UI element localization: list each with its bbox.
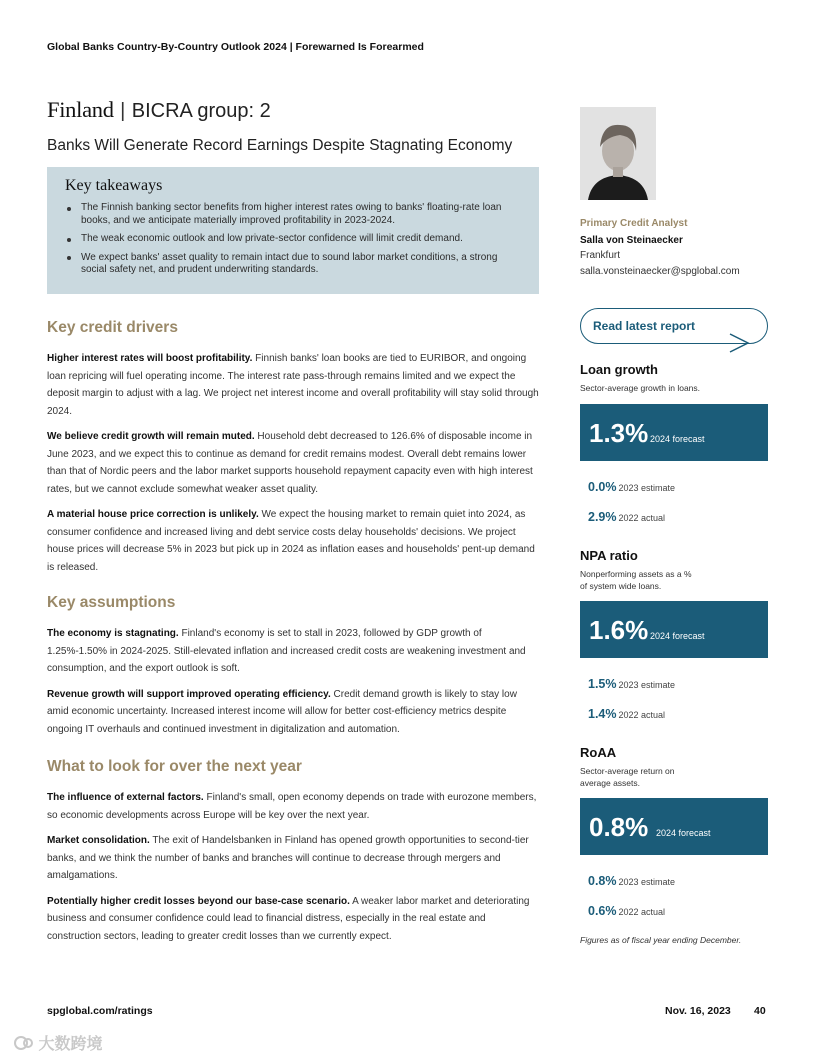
metric-estimate	[588, 677, 675, 691]
metric-forecast-box	[580, 404, 768, 461]
title-separator: |	[120, 100, 126, 122]
key-takeaways-list	[65, 202, 525, 277]
paragraph-lead: We believe credit growth will remain muted.	[47, 431, 255, 442]
paragraph-lead: The economy is stagnating.	[47, 628, 179, 639]
paragraph-text: The exit of Handelsbanken in Finland has opened growth opportunities to second-tier banks, and we think the number of banks and branches will continue to decrease through mergers and amalgamations.	[47, 835, 529, 881]
analyst-portrait-image	[580, 107, 656, 200]
metric-description: Nonperforming assets as a % of system wide loans.	[580, 569, 692, 591]
metric-estimate-label: 2023 estimate	[618, 680, 676, 690]
paragraph-text: Household debt decreased to 126.6% of disposable income in June 2023, and we expect this to continue as demand for credit remains modest. Overall debt remains lower than that of Nordic peers and the labor market supports household repayment capacity even with high interest rates, but we cannot exclude somewhat weaker asset quality.	[47, 431, 533, 495]
paragraph	[47, 832, 539, 885]
section-heading: Key assumptions	[47, 594, 176, 611]
paragraph	[47, 893, 539, 946]
analyst-name: Salla von Steinaecker	[580, 235, 683, 246]
arrow-right-icon	[728, 332, 752, 354]
analyst-photo	[580, 107, 656, 200]
metric-actual-value: 0.6%	[588, 904, 617, 918]
page-title	[47, 97, 271, 123]
paragraph-lead: Revenue growth will support improved operating efficiency.	[47, 688, 331, 700]
metric-actual	[588, 707, 665, 721]
country-name: Finland	[47, 97, 114, 122]
paragraph	[47, 350, 539, 420]
footer-date: Nov. 16, 2023	[665, 1005, 731, 1017]
metric-forecast-value: 1.3%	[589, 418, 649, 448]
metric-estimate	[588, 874, 675, 888]
paragraph-lead: The influence of external factors.	[47, 792, 204, 803]
page-number: 40	[754, 1005, 766, 1017]
metric-description: Sector-average growth in loans.	[580, 383, 701, 393]
section-what-to-look-for	[47, 758, 539, 953]
metric-estimate-value: 0.8%	[588, 874, 617, 888]
section-heading: Key credit drivers	[47, 319, 178, 336]
watermark-logo-icon	[14, 1035, 34, 1051]
page-subtitle: Banks Will Generate Record Earnings Despite Stagnating Economy	[47, 137, 513, 154]
watermark	[14, 1031, 102, 1054]
metric-actual	[588, 904, 665, 918]
section-key-assumptions	[47, 594, 539, 746]
paragraph-lead: Potentially higher credit losses beyond our base-case scenario.	[47, 895, 350, 907]
paragraph-text: A weaker labor market and deteriorating business and consumer confidence could lead to financial distress, especially in the real estate and construction sectors, leading to greater credit losses than we currently expect.	[47, 895, 530, 942]
analyst-email-link[interactable]: salla.vonsteinaecker@spglobal.com	[580, 266, 740, 277]
footer-url-link[interactable]: spglobal.com/ratings	[47, 1005, 153, 1017]
paragraph-text: Finland's small, open economy depends on trade with eurozone members, so economic developments across Europe will be key over the next year.	[47, 792, 537, 821]
metric-actual	[588, 510, 665, 524]
metric-description: Sector-average return on average assets.	[580, 766, 675, 788]
metric-forecast-box	[580, 798, 768, 855]
metric-forecast-value: 1.6%	[589, 615, 649, 645]
bicra-group: BICRA group: 2	[131, 100, 271, 122]
takeaway-item: The Finnish banking sector benefits from higher interest rates owing to banks' floating-rate loan books, and we anticipate materially improved profitability in 2023-2024.	[65, 202, 525, 227]
metric-actual-label: 2022 actual	[618, 907, 666, 917]
key-takeaways-box	[47, 167, 539, 294]
metric-estimate-value: 0.0%	[588, 480, 617, 494]
takeaway-item: We expect banks' asset quality to remain intact due to sound labor market conditions, a strong social safety net, and prudent underwriting standards.	[65, 252, 525, 277]
read-latest-report-label: Read latest report	[593, 319, 696, 333]
paragraph-lead: Higher interest rates will boost profitability.	[47, 353, 253, 364]
report-header-title: Global Banks Country-By-Country Outlook 2024 | Forewarned Is Forearmed	[47, 41, 424, 53]
metric-estimate	[588, 480, 675, 494]
metric-actual-label: 2022 actual	[618, 710, 666, 720]
metric-forecast-box	[580, 601, 768, 658]
watermark-text: 大数跨境	[38, 1036, 103, 1053]
figures-footnote: Figures as of fiscal year ending December.	[580, 935, 742, 945]
metric-title: NPA ratio	[580, 548, 638, 563]
paragraph-text: Finnish banks' loan books are tied to EURIBOR, and ongoing loan repricing will fuel operating income. The interest rate pass-through remains limited and we expect the deposit margin to adjust with a lag. We project net interest income and overall profitability will stay solid through 2024.	[47, 353, 539, 417]
analyst-city: Frankfurt	[580, 250, 621, 261]
paragraph	[47, 625, 539, 678]
metric-forecast-label: 2024 forecast	[650, 631, 705, 641]
metric-estimate-label: 2023 estimate	[618, 483, 676, 493]
metric-estimate-label: 2023 estimate	[618, 877, 676, 887]
metric-actual-label: 2022 actual	[618, 513, 666, 523]
metric-estimate-value: 1.5%	[588, 677, 617, 691]
key-takeaways-heading: Key takeaways	[65, 177, 163, 194]
takeaway-item: The weak economic outlook and low private-sector confidence will limit credit demand.	[65, 233, 525, 246]
metric-forecast-value: 0.8%	[589, 812, 649, 842]
paragraph	[47, 428, 539, 498]
section-key-credit-drivers	[47, 319, 539, 584]
metric-title: Loan growth	[580, 362, 658, 377]
paragraph-lead: A material house price correction is unlikely.	[47, 509, 259, 520]
analyst-role: Primary Credit Analyst	[580, 218, 688, 229]
metric-actual-value: 1.4%	[588, 707, 617, 721]
section-heading: What to look for over the next year	[47, 758, 302, 775]
paragraph-text: Finland's economy is set to stall in 2023, followed by GDP growth of 1.25%-1.50% in 2024-2025. Still-elevated inflation and increased credit costs are weakening investment and consumption, and the export outlook is soft.	[47, 628, 526, 674]
paragraph	[47, 789, 539, 824]
metric-title: RoAA	[580, 745, 617, 760]
paragraph	[47, 686, 539, 739]
metric-forecast-label: 2024 forecast	[656, 828, 711, 838]
metric-actual-value: 2.9%	[588, 510, 617, 524]
paragraph	[47, 506, 539, 576]
paragraph-text: We expect the housing market to remain quiet into 2024, as consumer confidence and increased living and debt service costs delay households' decisions. We project house prices will decrease 5% in 2023 but pick up in 2024 as inflation eases and households' pent-up demand is released.	[47, 509, 535, 573]
paragraph-text: Credit demand growth is likely to stay low amid economic uncertainty. Increased interest income will allow for better cost-efficiency metrics despite ongoing IT overhauls and continued investment in digitalization and automation.	[47, 688, 517, 735]
paragraph-lead: Market consolidation.	[47, 835, 150, 846]
metric-forecast-label: 2024 forecast	[650, 434, 705, 444]
